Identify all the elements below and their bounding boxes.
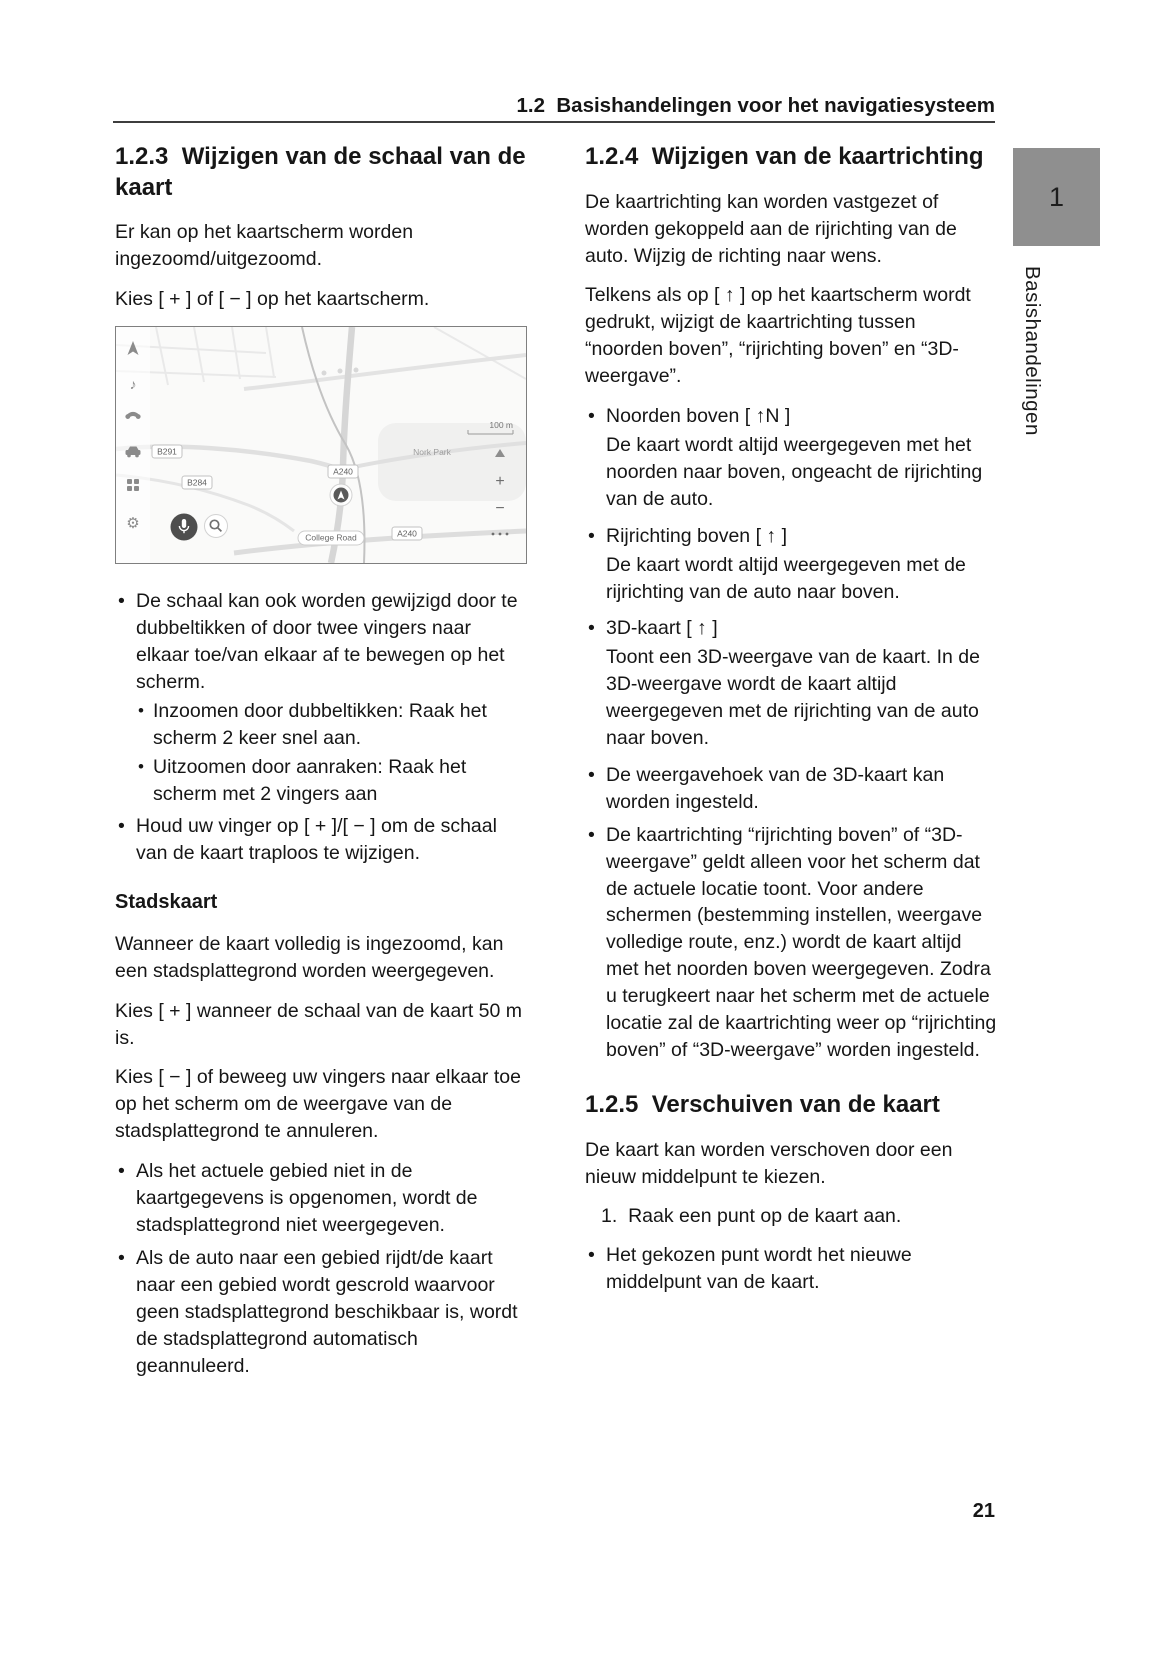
left-column: [115, 142, 527, 1393]
road-shield-b291: [152, 445, 182, 458]
street-name-pill: [298, 531, 364, 545]
city-map-bullet-list: [115, 1158, 527, 1379]
paragraph: Telkens als op [ ↑ ] op het kaartscherm wordt gedrukt, wijzigt de kaartrichting tussen “noorden boven”, “rijrichting boven” en “3D-weergave”.: [585, 284, 971, 388]
mode-label: • Noorden boven [ ↑N ]: [606, 405, 791, 428]
music-note-icon: ♪: [129, 376, 137, 393]
svg-text:B284: B284: [187, 477, 207, 488]
svg-text:A240: A240: [397, 528, 417, 539]
paragraph: Kies [ + ] wanneer de schaal van de kaart 50 m is.: [115, 999, 523, 1049]
list-item: [115, 588, 527, 807]
svg-text:A240: A240: [333, 466, 353, 477]
page-header-title: 1.2 Basishandelingen voor het navigatiesysteem: [516, 94, 995, 117]
subsection-heading-stadskaart: Stadskaart: [115, 891, 218, 914]
page-number: 21: [972, 1500, 995, 1522]
road-shield-b284: [182, 476, 212, 489]
park-label: Nork Park: [413, 447, 451, 458]
orientation-mode-list: [585, 403, 997, 1064]
search-button: [205, 515, 228, 538]
gear-icon: ⚙: [126, 515, 140, 533]
zoom-out-button: −: [495, 500, 505, 518]
chapter-vertical-label: Basishandelingen: [1021, 266, 1044, 436]
section-heading-123: 1.2.3 Wijzigen van de schaal van de kaart: [115, 143, 526, 201]
chapter-tab: [1013, 148, 1100, 246]
paragraph: Er kan op het kaartscherm worden ingezoomd/uitgezoomd.: [115, 221, 414, 271]
nav-map-image: [116, 327, 526, 563]
list-item: • Uitzoomen door aanraken: Raak het scherm met 2 vingers aan: [136, 754, 527, 808]
numbered-step: 1. Raak een punt op de kaart aan.: [601, 1205, 902, 1228]
list-item: • Als het actuele gebied niet in de kaartgegevens is opgenomen, wordt de stadsplattegrond niet weergegeven.: [115, 1158, 527, 1239]
microphone-button: [171, 514, 198, 541]
sub-bullet-list: [136, 698, 527, 808]
mode-description: Toont een 3D-weergave van de kaart. In de 3D-weergave wordt de kaart altijd weergegeven met de rijrichting van de auto naar boven.: [606, 646, 980, 750]
mode-label: • Rijrichting boven [ ↑ ]: [606, 524, 787, 547]
current-position-marker: [330, 484, 352, 506]
section-heading-124: 1.2.4 Wijzigen van de kaartrichting: [585, 143, 984, 170]
list-item: • Als de auto naar een gebied rijdt/de kaart naar een gebied wordt gescrold waarvoor geen stadsplattegrond beschikbaar is, wordt de stadsplattegrond automatisch geannuleerd.: [115, 1245, 527, 1380]
paragraph: Kies [ + ] of [ − ] op het kaartscherm.: [115, 288, 430, 311]
section-heading-125: 1.2.5 Verschuiven van de kaart: [585, 1090, 940, 1118]
road-shield-a240-center: [328, 465, 358, 478]
scale-bullet-list: [115, 588, 527, 867]
paragraph: De kaart kan worden verschoven door een nieuw middelpunt te kiezen.: [585, 1138, 953, 1188]
svg-text:College Road: College Road: [305, 532, 357, 543]
right-column: [585, 142, 997, 1310]
svg-text:B291: B291: [157, 446, 177, 457]
header-divider: [113, 121, 995, 123]
list-item: • Houd uw vinger op [ + ]/[ − ] om de schaal van de kaart traploos te wijzigen.: [115, 813, 527, 867]
list-item: • Het gekozen punt wordt het nieuwe middelpunt van de kaart.: [585, 1242, 997, 1296]
paragraph: Wanneer de kaart volledig is ingezoomd, kan een stadsplattegrond worden weergegeven.: [115, 932, 504, 982]
pan-bullet-list: [585, 1242, 997, 1296]
chapter-number: 1: [1048, 181, 1065, 212]
mode-description: De kaart wordt altijd weergegeven met het noorden naar boven, ongeacht de rijrichting van de auto.: [606, 433, 983, 510]
paragraph: Kies [ − ] of beweeg uw vingers naar elkaar toe op het scherm om de weergave van de stadsplattegrond te annuleren.: [115, 1066, 521, 1143]
road-shield-a240-bottom: [392, 527, 422, 540]
list-item: [585, 615, 997, 752]
list-item: • De weergavehoek van de 3D-kaart kan worden ingesteld.: [585, 762, 997, 816]
list-item: [585, 403, 997, 513]
mode-description: De kaart wordt altijd weergegeven met de rijrichting van de auto naar boven.: [606, 553, 966, 603]
list-item: • Inzoomen door dubbeltikken: Raak het scherm 2 keer snel aan.: [136, 698, 527, 752]
mode-label: • 3D-kaart [ ↑ ]: [606, 617, 718, 640]
map-screenshot: [115, 326, 527, 564]
list-item-text: De schaal kan ook worden gewijzigd door te dubbeltikken of door twee vingers naar elkaar toe/van elkaar af te bewegen op het scherm.: [136, 590, 518, 693]
paragraph: De kaartrichting kan worden vastgezet of worden gekoppeld aan de rijrichting van de auto. Wijzig de richting naar wens.: [585, 190, 957, 267]
list-item: [585, 523, 997, 606]
zoom-in-button: +: [495, 473, 505, 491]
map-scale-label: 100 m: [489, 420, 513, 431]
list-item: • De kaartrichting “rijrichting boven” of “3D-weergave” geldt alleen voor het scherm dat de actuele locatie toont. Voor andere schermen (bestemming instellen, weergave volledige route, enz.) wordt de kaart altijd met het noorden boven weergegeven. Zodra u terugkeert naar het scherm met de actuele locatie zal de kaartrichting weer op “rijrichting boven” of “3D-weergave” worden ingesteld.: [585, 822, 997, 1064]
